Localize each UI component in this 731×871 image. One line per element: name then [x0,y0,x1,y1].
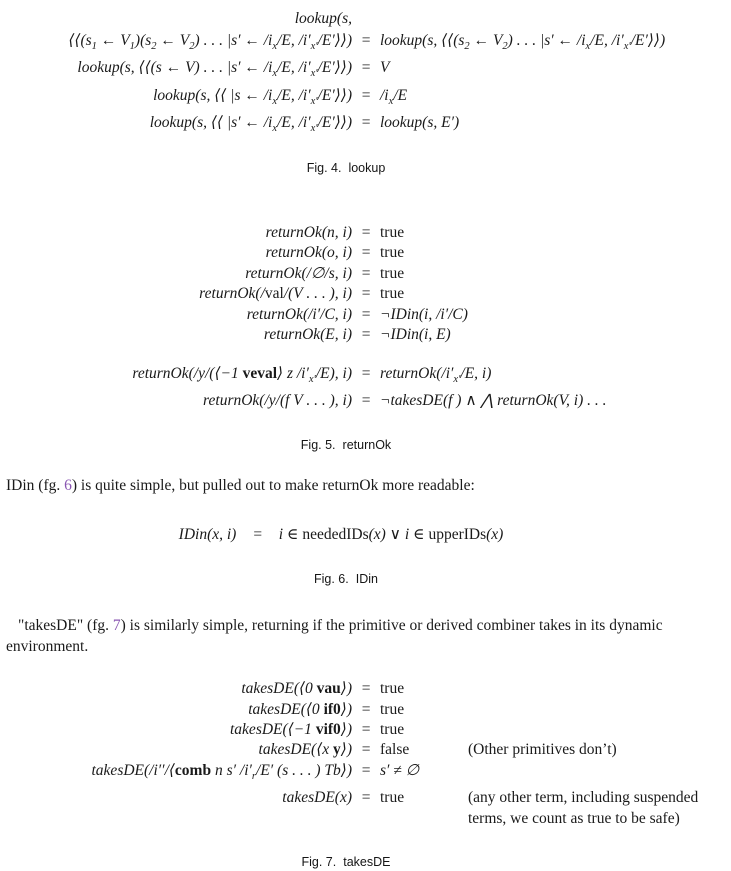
eq-lhs: returnOk(/y/(f V . . . ), i) [203,391,352,409]
caption-label: Fig. 7. [301,855,337,870]
eq-lhs: lookup(s, ⟨⟨ |s′ ← $/i_x/E$, $/i'_{x'}/E'⟩⟩$) [149,114,352,135]
eq-sign: = [252,526,263,544]
caption-label: Fig. 4. [306,160,342,175]
eq-row [6,700,731,720]
eq-lhs: lookup(s, [294,10,352,27]
figure-5-equations [6,223,731,411]
eq-row [6,223,731,243]
eq-lhs: $⟨⟨(s_1$ ← $V_1)(s_2$ ← $V_2$) . . . |s′ ← $/i_x/E$, $/i'_{x'}/E'⟩⟩$) [68,31,352,52]
eq-row [6,788,731,830]
eq-row [6,391,731,411]
eq-rhs: true [380,264,405,282]
eq-sign: = [360,365,372,383]
eq-rhs: false [380,741,410,759]
eq-sign: = [360,391,372,409]
eq-comment: (any other term, including suspended terms, we count as true to be safe) [468,788,699,827]
paragraph-takesde [6,615,731,657]
caption-label: Fig. 6. [314,572,349,587]
eq-row [6,679,731,699]
eq-sign: = [360,788,372,806]
eq-lhs: returnOk(o, i) [265,244,352,262]
paragraph-text: "takesDE" (fg. [18,617,113,635]
eq-lhs: returnOk(/y/(⟨−1 veval⟩ z $/i'_{x'}/E$), i) [132,365,352,386]
eq-comment [468,761,724,788]
eq-rhs: lookup(s, $⟨⟨(s_2$ ← $V_2$) . . . |s′ ← $/i_x/E$, $/i'_{x'}/E'⟩⟩$) [380,31,666,52]
eq-row [6,112,731,140]
eq-row [6,30,731,58]
eq-sign [352,8,380,30]
eq-rhs: true [380,788,405,806]
caption-title: lookup [348,160,386,175]
eq-lhs: takesDE(x) [282,788,352,806]
eq-rhs: ¬IDin(i, E) [380,325,451,343]
figure-6-equation [6,524,731,545]
eq-sign: = [360,114,372,132]
caption-label: Fig. 5. [300,438,336,453]
eq-sign: = [360,59,372,77]
eq-sign: = [360,223,372,241]
fig7-caption [6,855,731,871]
eq-rhs: true [380,700,405,718]
eq-rhs: s′ ≠ ∅ [380,762,420,780]
fig6-caption [6,572,731,588]
eq-rhs: i ∈ neededIDs(x) ∨ i ∈ upperIDs(x) [278,526,504,544]
eq-comment [468,679,724,699]
eq-rhs: lookup(s, E′) [380,114,460,132]
eq-rhs: V [380,59,390,77]
eq-lhs: takesDE(/i′′/⟨comb n s′ $/i'_r/E'$ (s . . . ) Tb⟩) [91,762,352,783]
eq-lhs: takesDE(⟨0 vau⟩) [241,680,352,698]
figure-7-equations [6,679,731,829]
eq-sign: = [360,741,372,759]
eq-row [6,243,731,263]
eq-rhs: true [380,285,405,303]
paragraph-text: ) is similarly simple, returning if the primitive or derived combiner takes in its dynamic environment. [6,617,663,656]
eq-row [6,85,731,113]
eq-row [6,761,731,788]
eq-lhs: returnOk(/i′/C, i) [246,305,352,323]
eq-comment [468,720,724,740]
eq-row [6,720,731,740]
eq-lhs: IDin(x, i) [178,526,237,544]
eq-sign: = [360,325,372,343]
eq-rhs: $returnOk(/i'_{x'}/E$, i) [380,365,492,386]
figure-4-equations [6,8,731,140]
figref-6-link[interactable]: 6 [64,477,72,495]
eq-comment: (Other primitives don’t) [468,741,617,759]
eq-sign: = [360,721,372,739]
caption-title: returnOk [342,438,392,453]
eq-sign: = [360,700,372,718]
eq-comment [468,700,724,720]
eq-rhs: true [380,223,405,241]
caption-title: IDin [355,572,378,587]
eq-row [6,740,731,761]
eq-row [6,284,731,304]
eq-sign: = [360,680,372,698]
paragraph-text: ) is quite simple, but pulled out to make returnOk more readable: [71,477,475,495]
figref-7-link[interactable]: 7 [112,617,121,635]
eq-sign: = [360,305,372,323]
eq-rhs: ¬IDin(i, /i′/C) [380,305,468,323]
eq-row [6,364,731,391]
eq-sign: = [360,244,372,262]
eq-rhs: true [380,244,405,262]
eq-rhs: true [380,680,405,698]
eq-lhs: returnOk(/val/(V . . . ), i) [199,285,352,303]
eq-lhs: returnOk(/∅/s, i) [245,264,352,282]
eq-lhs: takesDE(⟨0 if0⟩) [248,700,352,718]
eq-sign: = [360,264,372,282]
eq-rhs: true [380,721,405,739]
fig4-caption [6,161,731,177]
eq-row [6,57,731,85]
equation-group-gap [6,345,731,364]
eq-sign: = [360,762,372,780]
eq-lhs: returnOk(E, i) [263,325,352,343]
eq-row [6,264,731,284]
paragraph-text: IDin (fg. [6,477,65,495]
eq-lhs: takesDE(⟨x y⟩) [258,741,352,759]
caption-title: takesDE [343,855,391,870]
eq-sign: = [360,285,372,303]
eq-row [6,325,731,345]
eq-lhs: takesDE(⟨−1 vif0⟩) [230,721,352,739]
eq-row [6,8,731,30]
eq-row [6,305,731,325]
eq-sign: = [360,31,372,49]
paragraph-idin [6,475,731,496]
eq-lhs: lookup(s, ⟨⟨ |s ← $/i_x/E$, $/i'_{x'}/E'⟩⟩$) [153,86,352,107]
fig5-caption [6,438,731,454]
eq-rhs [380,8,731,30]
eq-rhs: ¬takesDE(f ) ∧ ⋀ returnOk(V, i) . . . [380,391,607,409]
eq-lhs: lookup(s, ⟨⟨(s ← V) . . . |s′ ← $/i_x/E$, $/i'_{x'}/E'⟩⟩$) [77,59,352,80]
eq-sign: = [360,86,372,104]
eq-lhs: returnOk(n, i) [265,223,352,241]
eq-rhs: $/i_x/E$ [380,86,408,107]
